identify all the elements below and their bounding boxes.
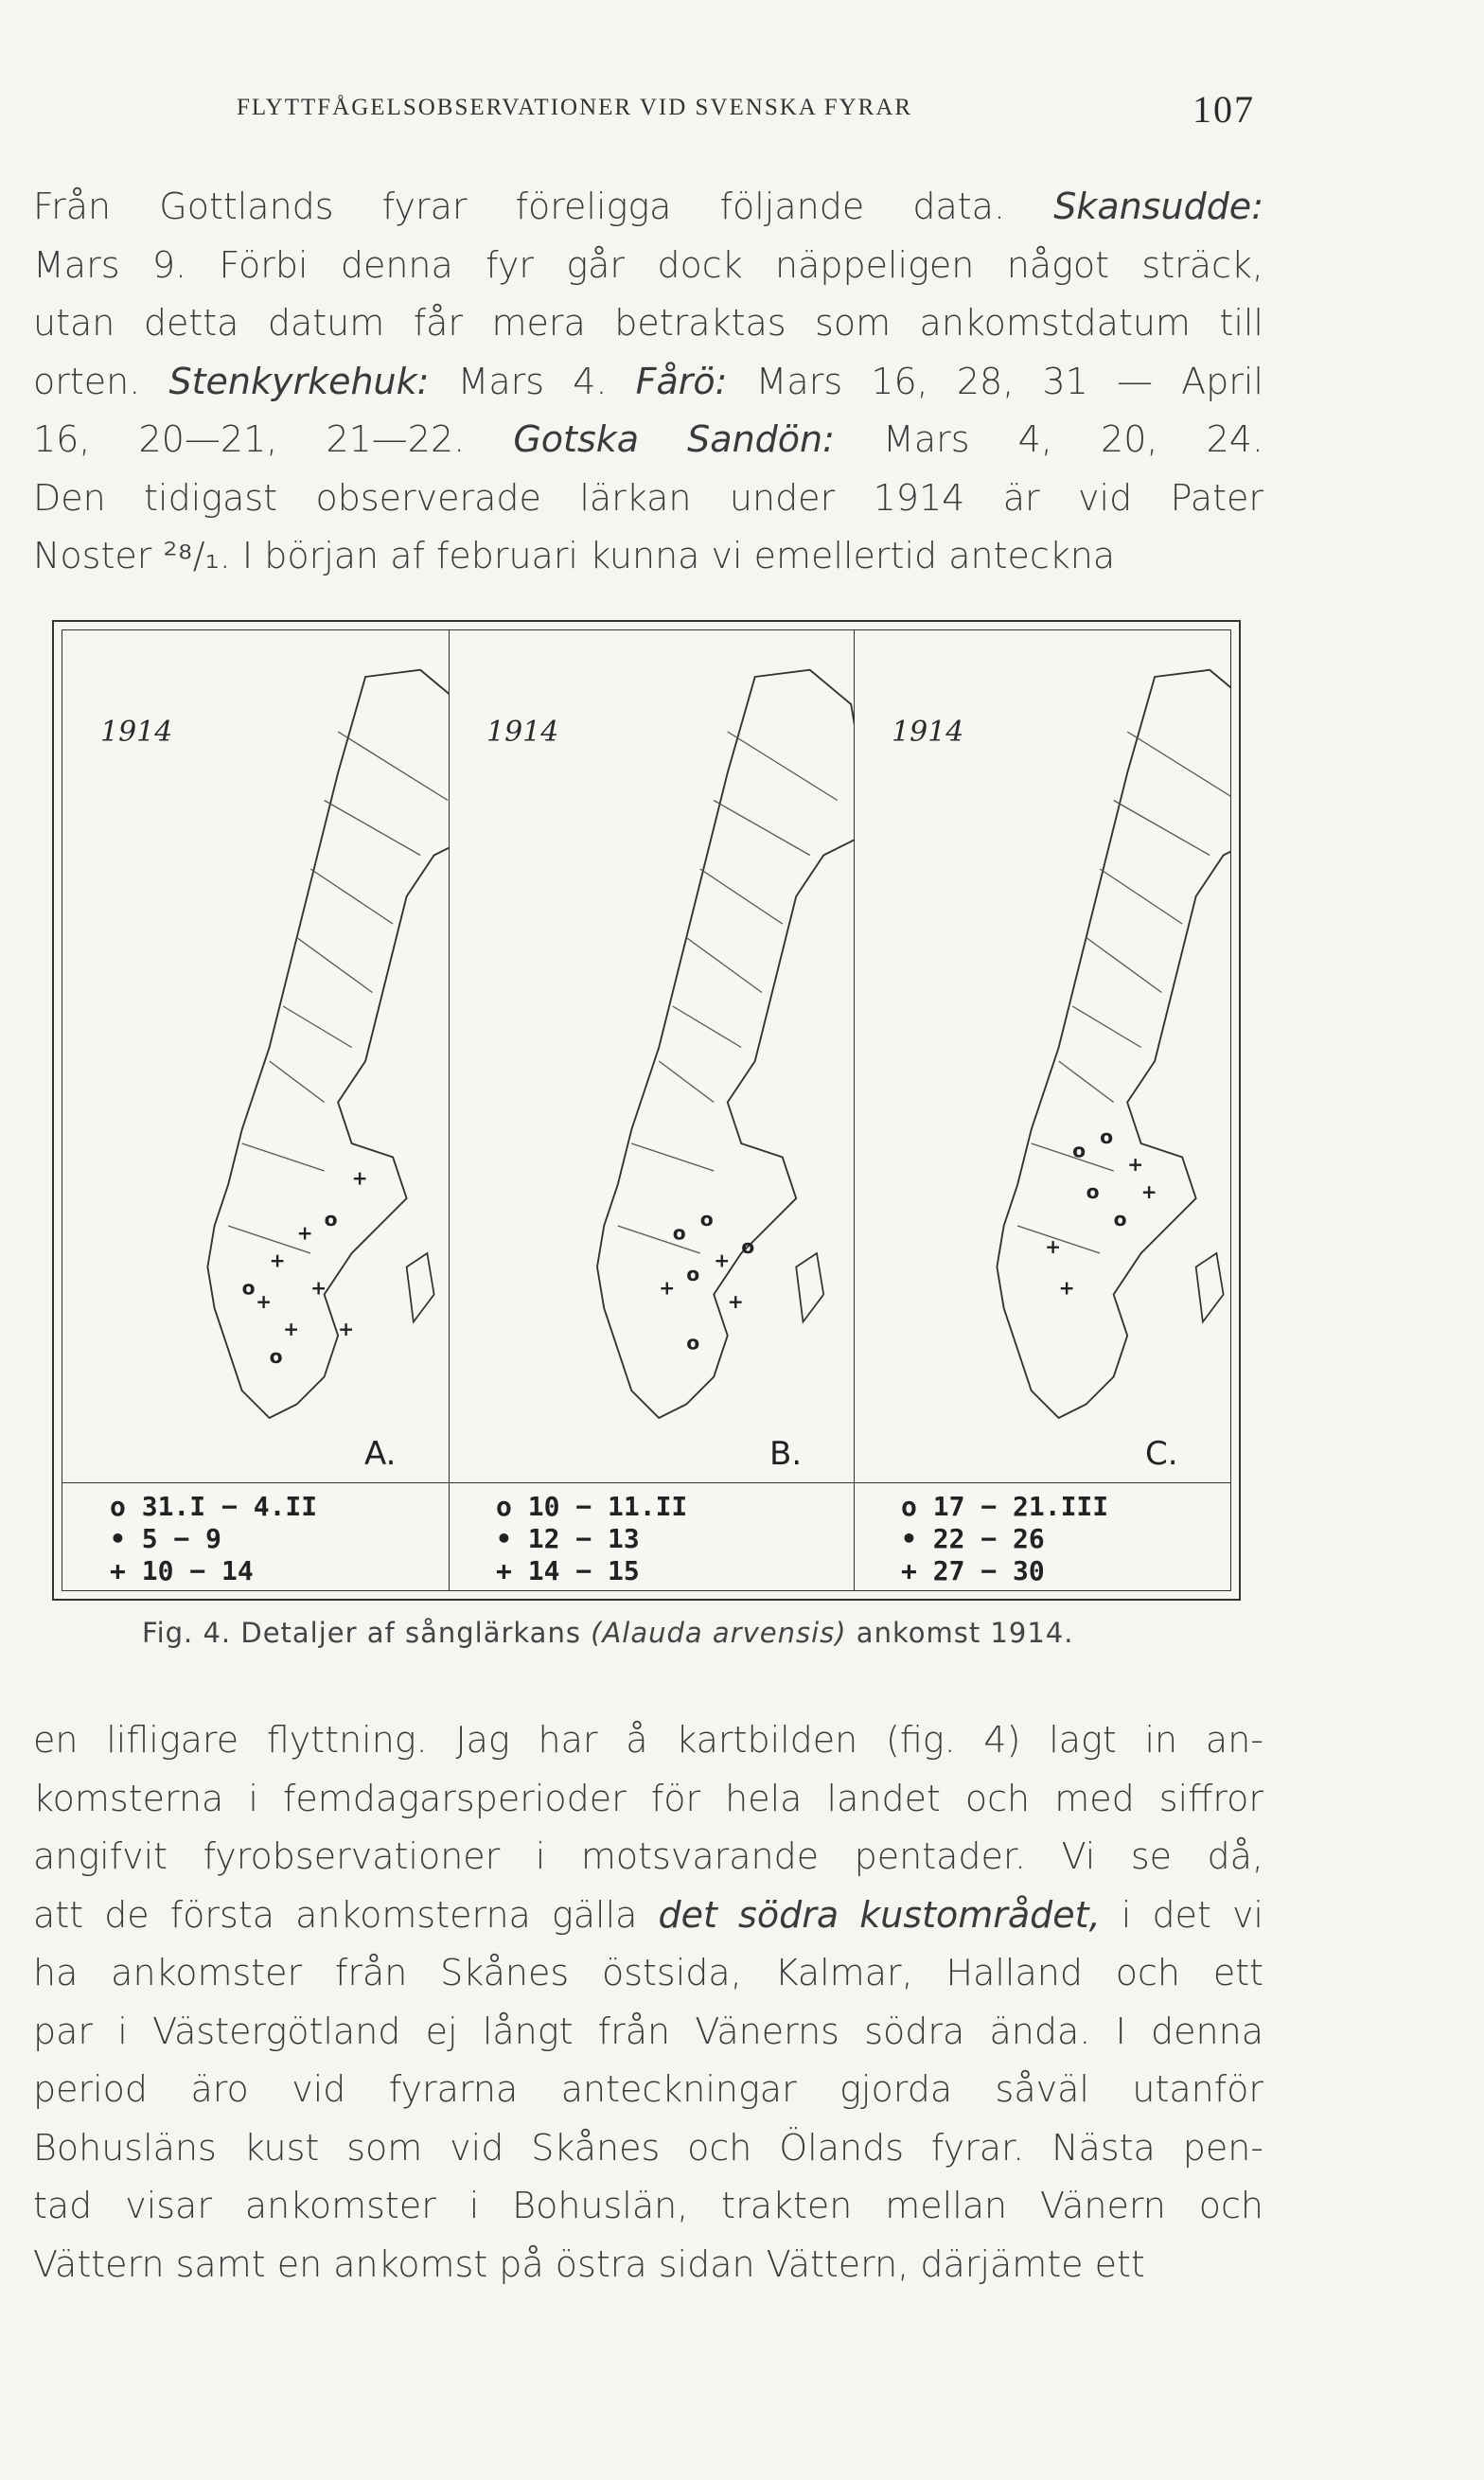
text-run: komsterna i femdagarsperioder för hela landet och med siffror <box>33 1777 1263 1819</box>
figure-4 <box>52 620 1241 1601</box>
arrival-marker: + <box>269 1249 286 1272</box>
coastline <box>997 670 1230 1418</box>
caption-suffix: ankomst 1914. <box>846 1617 1074 1649</box>
map-year-label: 1914 <box>486 716 559 749</box>
page-number: 107 <box>1192 88 1255 131</box>
text-line <box>33 237 1263 295</box>
caption-species: (Alauda arvensis) <box>591 1617 847 1649</box>
map-year-label: 1914 <box>100 716 173 749</box>
region-border <box>325 801 421 856</box>
text-run: Bohusläns kust som vid Skånes och Ölands fyrar. Nästa pen- <box>33 2126 1263 2169</box>
legend-entry: + 14 − 15 <box>496 1555 640 1586</box>
italic-text-run: Gotska Sandön: <box>513 418 835 460</box>
region-border <box>673 1006 742 1048</box>
region-border <box>1086 938 1162 993</box>
text-run: att de första ankomsterna gälla <box>33 1893 659 1936</box>
sweden-map <box>62 630 450 1482</box>
map-panel-a <box>62 630 450 1590</box>
sweden-map <box>854 630 1230 1482</box>
region-border <box>283 1006 352 1048</box>
text-line <box>33 2236 1263 2294</box>
arrival-marker: + <box>338 1318 355 1340</box>
region-border <box>1072 1006 1141 1048</box>
italic-text-run: Skansudde: <box>1053 186 1263 227</box>
arrival-marker: o <box>1086 1180 1100 1203</box>
text-line <box>33 2119 1263 2178</box>
text-line <box>33 294 1263 353</box>
running-header <box>0 88 1484 133</box>
text-run: utan detta datum får mera betraktas som ankomstdatum till <box>33 302 1263 344</box>
arrival-marker: + <box>659 1276 676 1300</box>
paragraph-bottom <box>33 1711 1263 2294</box>
arrival-marker: + <box>714 1249 731 1272</box>
region-border <box>270 1061 325 1103</box>
island-outline <box>1196 1253 1224 1322</box>
region-border <box>1100 869 1182 924</box>
legend-entry: • 22 − 26 <box>901 1523 1045 1554</box>
arrival-marker: + <box>296 1221 313 1245</box>
region-border <box>1059 1061 1114 1103</box>
island-outline <box>796 1253 823 1322</box>
legend <box>62 1482 449 1591</box>
arrival-marker: + <box>310 1276 327 1300</box>
text-line <box>33 2177 1263 2236</box>
paragraph-top <box>33 178 1263 586</box>
text-run: en lifligare flyttning. Jag har å kartbilden (fig. 4) lagt in an- <box>33 1719 1263 1761</box>
arrival-marker: o <box>1072 1139 1086 1162</box>
arrival-marker: o <box>269 1345 283 1368</box>
text-run: par i Västergötland ej långt från Vänerns södra ända. I denna <box>33 2010 1263 2052</box>
arrival-marker: + <box>256 1290 273 1313</box>
arrival-marker: + <box>283 1318 300 1340</box>
arrival-marker: o <box>699 1208 714 1231</box>
text-run: 16, 20—21, 21—22. <box>33 418 514 460</box>
arrival-marker: + <box>1045 1235 1062 1258</box>
region-border <box>700 869 783 924</box>
legend-entry: • 5 − 9 <box>110 1523 222 1554</box>
legend <box>449 1482 854 1591</box>
italic-text-run: Fårö: <box>635 360 728 402</box>
legend <box>854 1482 1230 1591</box>
legend-entry: o 10 − 11.II <box>496 1491 688 1522</box>
text-run: period äro vid fyrarna anteckningar gjorda såväl utanför <box>33 2068 1263 2110</box>
region-border <box>631 1143 714 1171</box>
coastline <box>207 670 450 1418</box>
legend-entry: + 27 − 30 <box>901 1555 1045 1586</box>
text-line <box>33 1944 1263 2003</box>
region-border <box>618 1226 700 1253</box>
arrival-marker: o <box>686 1263 700 1285</box>
region-border <box>338 732 448 801</box>
region-border <box>297 938 373 993</box>
text-run: Vättern samt en ankomst på östra sidan Vättern, därjämte ett <box>33 2242 1145 2285</box>
text-line <box>33 1887 1263 1945</box>
region-border <box>728 732 838 801</box>
text-run: orten. <box>33 360 169 402</box>
arrival-marker: + <box>351 1166 368 1190</box>
arrival-marker: o <box>1100 1125 1114 1148</box>
legend-entry: o 17 − 21.III <box>901 1491 1109 1522</box>
figure-frame <box>62 629 1231 1591</box>
arrival-marker: o <box>324 1208 338 1231</box>
text-run: ha ankomster från Skånes östsida, Kalmar, Halland och ett <box>33 1952 1263 1993</box>
text-line <box>33 178 1263 237</box>
arrival-marker: + <box>1058 1276 1075 1300</box>
caption-prefix: Fig. 4. Detaljer af sånglärkans <box>142 1617 592 1649</box>
figure-caption <box>142 1617 1278 1649</box>
italic-text-run: Stenkyrkehuk: <box>168 360 430 402</box>
arrival-marker: + <box>727 1290 744 1313</box>
text-run: Mars 4. <box>429 360 636 402</box>
arrival-marker: o <box>741 1235 755 1258</box>
text-run: angifvit fyrobservationer i motsvarande pentader. Vi se då, <box>33 1835 1263 1877</box>
text-line <box>33 353 1263 412</box>
text-line <box>33 1828 1263 1887</box>
sweden-map <box>449 630 855 1482</box>
text-line <box>33 527 1263 586</box>
text-line <box>33 411 1263 469</box>
text-run: i det vi <box>1100 1893 1263 1936</box>
panel-letter: A. <box>364 1435 397 1473</box>
text-line <box>33 2061 1263 2119</box>
region-border <box>659 1061 714 1103</box>
map-year-label: 1914 <box>892 716 964 749</box>
arrival-marker: + <box>1140 1180 1157 1203</box>
legend-entry: o 31.I − 4.II <box>110 1491 318 1522</box>
arrival-marker: o <box>672 1221 686 1245</box>
panel-letter: C. <box>1145 1435 1178 1473</box>
text-run: Mars 9. Förbi denna fyr går dock näppeligen något sträck, <box>33 243 1263 286</box>
text-run: tad visar ankomster i Bohuslän, trakten mellan Vänern och <box>33 2185 1263 2226</box>
island-outline <box>407 1253 434 1322</box>
map-panel-c <box>854 630 1230 1590</box>
arrival-marker: o <box>686 1331 700 1355</box>
region-border <box>686 938 762 993</box>
text-line <box>33 2003 1263 2062</box>
text-run: Mars 16, 28, 31 — April <box>727 360 1263 402</box>
italic-text-run: det södra kustområdet, <box>658 1893 1101 1936</box>
region-border <box>714 801 810 856</box>
text-run: Från Gottlands fyrar föreligga följande data. <box>33 186 1054 227</box>
text-run: Mars 4, 20, 24. <box>834 418 1264 460</box>
panel-letter: B. <box>769 1435 803 1473</box>
map-panel-b <box>449 630 855 1590</box>
text-line <box>33 1770 1263 1829</box>
region-border <box>242 1143 325 1171</box>
region-border <box>310 869 393 924</box>
arrival-marker: o <box>241 1276 256 1300</box>
region-border <box>1127 732 1230 801</box>
text-line <box>33 469 1263 528</box>
arrival-marker: + <box>1127 1153 1144 1176</box>
legend-entry: • 12 − 13 <box>496 1523 640 1554</box>
text-line <box>33 1711 1263 1770</box>
text-run: Noster ²⁸/₁. I början af februari kunna vi emellertid anteckna <box>33 535 1116 576</box>
running-title: FLYTTFÅGELSOBSERVATIONER VID SVENSKA FYRAR <box>237 95 913 120</box>
region-border <box>1114 801 1210 856</box>
arrival-marker: o <box>1113 1208 1127 1231</box>
legend-entry: + 10 − 14 <box>110 1555 254 1586</box>
text-run: Den tidigast observerade lärkan under 1914 är vid Pater <box>33 476 1263 519</box>
